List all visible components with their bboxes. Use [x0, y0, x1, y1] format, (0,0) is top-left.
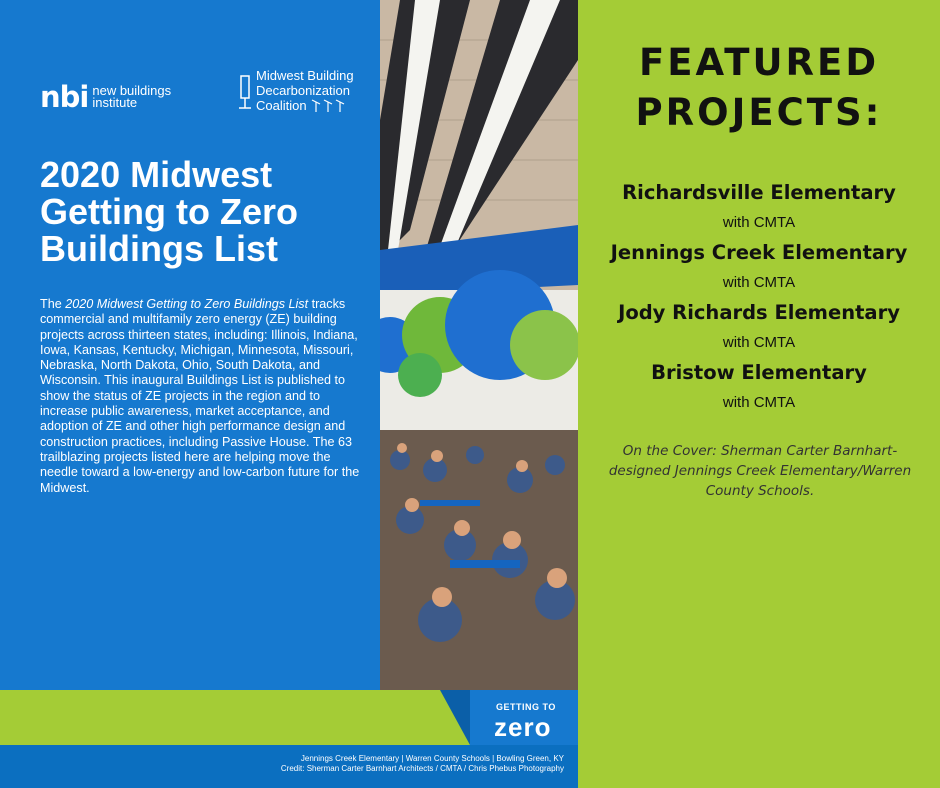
cover-title-line-1: 2020 Midwest [40, 154, 273, 195]
project-name: Richardsville Elementary [622, 181, 896, 204]
coalition-line-3-text: Coalition [256, 98, 307, 113]
project-list [578, 178, 940, 418]
project-partner: with CMTA [722, 394, 796, 411]
nbi-logo [40, 80, 171, 114]
featured-heading-line-2: PROJECTS: [635, 91, 883, 134]
project-partner: with CMTA [722, 274, 796, 291]
project-item [578, 238, 940, 298]
cover-title-line-2: Getting to Zero [40, 191, 298, 232]
getting-to-zero-label: GETTING TO [496, 702, 556, 712]
featured-heading-line-1: FEATURED [638, 41, 880, 84]
cover-caption: On the Cover: Sherman Carter Barnhart-designed Jennings Creek Elementary/Warren County Schools. [608, 443, 912, 499]
cover-title [40, 156, 380, 267]
featured-heading [578, 38, 940, 138]
cover-title-line-3: Buildings List [40, 228, 278, 269]
cover-description-lead: The [40, 297, 66, 311]
nbi-logo-line-2: institute [92, 95, 138, 110]
project-item [578, 298, 940, 358]
cover-description-rest: tracks commercial and multifamily zero energy (ZE) building projects across thirteen states, including: Illinois, Indiana, Iowa, Kansas, Kentucky, Michigan, Minnesota, Missouri, Nebraska, North Dakota, Ohio, South Dakota, and Wisconsin. This inaugural Buildings List is published to show the status of ZE projects in the region and to increase public awareness, market acceptance, and adoption of ZE and other high performance design and construction practices, including Passive House. The 63 trailblazing projects listed here are helping move the needle toward a low-energy and low-carbon future for the Midwest. [40, 297, 360, 495]
building-icon [238, 74, 252, 110]
coalition-line-2: Decarbonization [256, 83, 350, 98]
coalition-line-1: Midwest Building [256, 68, 354, 83]
photo-credit-line-1: Jennings Creek Elementary | Warren County Schools | Bowling Green, KY [300, 754, 564, 763]
nbi-logo-mark: nbi [40, 80, 89, 114]
nbi-logo-words [92, 85, 171, 109]
cover-description-italic: 2020 Midwest Getting to Zero Buildings List [65, 297, 309, 311]
wind-turbine-icon [310, 98, 346, 112]
project-item [578, 358, 940, 418]
coalition-logo [238, 68, 354, 113]
project-partner: with CMTA [722, 214, 796, 231]
project-item [578, 178, 940, 238]
cover-description [40, 297, 360, 496]
project-name: Jennings Creek Elementary [610, 241, 908, 264]
project-partner: with CMTA [722, 334, 796, 351]
cafeteria-photo [380, 0, 578, 690]
photo-credit [281, 754, 564, 774]
coalition-line-3 [256, 98, 354, 113]
project-name: Jody Richards Elementary [618, 301, 900, 324]
nbi-logo-line-1: new buildings [92, 83, 172, 98]
photo-credit-line-2: Credit: Sherman Carter Barnhart Architects / CMTA / Chris Phebus Photography [280, 764, 564, 773]
zero-label: zero [494, 712, 552, 742]
featured-panel [578, 0, 940, 788]
project-name: Bristow Elementary [651, 361, 867, 384]
